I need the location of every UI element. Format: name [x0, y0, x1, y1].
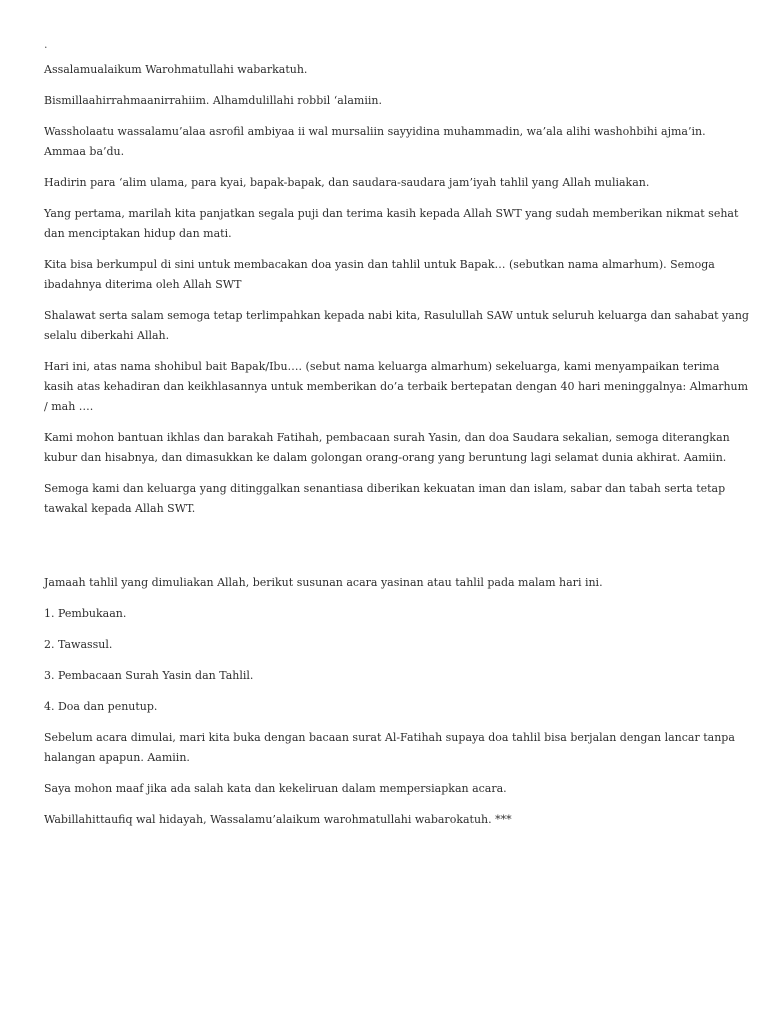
paragraph-semoga: Semoga kami dan keluarga yang ditinggalkan senantiasa diberikan kekuatan iman dan islam, sabar dan tabah serta tetap tawakal kepada Allah SWT. [44, 482, 726, 515]
agenda-item-tawassul: 2. Tawassul. [44, 638, 113, 651]
paragraph-al-fatihah: Sebelum acara dimulai, mari kita buka dengan bacaan surat Al-Fatihah supaya doa tahlil bisa berjalan dengan lancar tanpa halangan apapun. Aamiin. [44, 731, 735, 764]
agenda-item-yasin-tahlil: 3. Pembacaan Surah Yasin dan Tahlil. [44, 669, 254, 682]
agenda-item-doa-penutup: 4. Doa dan penutup. [44, 700, 158, 713]
paragraph-terima-kasih: Hari ini, atas nama shohibul bait Bapak/Ibu…. (sebut nama keluarga almarhum) sekeluarga, kami menyampaikan terima kasih atas kehadiran dan keikhlasannya untuk memberikan do’a terbaik bertepatan dengan 40 hari meninggalnya: Almarhum / mah …. [44, 360, 749, 413]
paragraph-agenda-intro: Jamaah tahlil yang dimuliakan Allah, berikut susunan acara yasinan atau tahlil pada malam hari ini. [44, 576, 603, 589]
section-spacer [44, 530, 750, 573]
document-page [44, 38, 750, 841]
paragraph-mohon-maaf: Saya mohon maaf jika ada salah kata dan kekeliruan dalam mempersiapkan acara. [44, 782, 507, 795]
paragraph-puji: Yang pertama, marilah kita panjatkan segala puji dan terima kasih kepada Allah SWT yang sudah memberikan nikmat sehat dan menciptakan hidup dan mati. [44, 207, 739, 240]
paragraph-shalawat-salam: Shalawat serta salam semoga tetap terlimpahkan kepada nabi kita, Rasulullah SAW untuk seluruh keluarga dan sahabat yang selalu diberkahi Allah. [44, 309, 749, 342]
paragraph-penutup-salam: Wabillahittaufiq wal hidayah, Wassalamu’alaikum warohmatullahi wabarokatuh. *** [44, 813, 512, 826]
paragraph-basmalah: Bismillaahirrahmaanirrahiim. Alhamdulillahi robbil ‘alamiin. [44, 94, 382, 107]
paragraph-sholawat: Wassholaatu wassalamu’alaa asrofil ambiyaa ii wal mursaliin sayyidina muhammadin, wa’ala alihi washohbihi ajma’in. Ammaa ba’du. [44, 125, 706, 158]
paragraph-salam: Assalamualaikum Warohmatullahi wabarkatuh. [44, 63, 308, 76]
paragraph-berkumpul: Kita bisa berkumpul di sini untuk membacakan doa yasin dan tahlil untuk Bapak… (sebutkan nama almarhum). Semoga ibadahnya diterima oleh Allah SWT [44, 258, 715, 291]
leading-mark: . [44, 38, 48, 51]
agenda-item-pembukaan: 1. Pembukaan. [44, 607, 127, 620]
paragraph-hadirin: Hadirin para ‘alim ulama, para kyai, bapak-bapak, dan saudara-saudara jam’iyah tahlil yang Allah muliakan. [44, 176, 650, 189]
paragraph-mohon-bantuan: Kami mohon bantuan ikhlas dan barakah Fatihah, pembacaan surah Yasin, dan doa Saudara sekalian, semoga diterangkan kubur dan hisabnya, dan dimasukkan ke dalam golongan orang-orang yang beruntung lagi selamat dunia akhirat. Aamiin. [44, 431, 730, 464]
